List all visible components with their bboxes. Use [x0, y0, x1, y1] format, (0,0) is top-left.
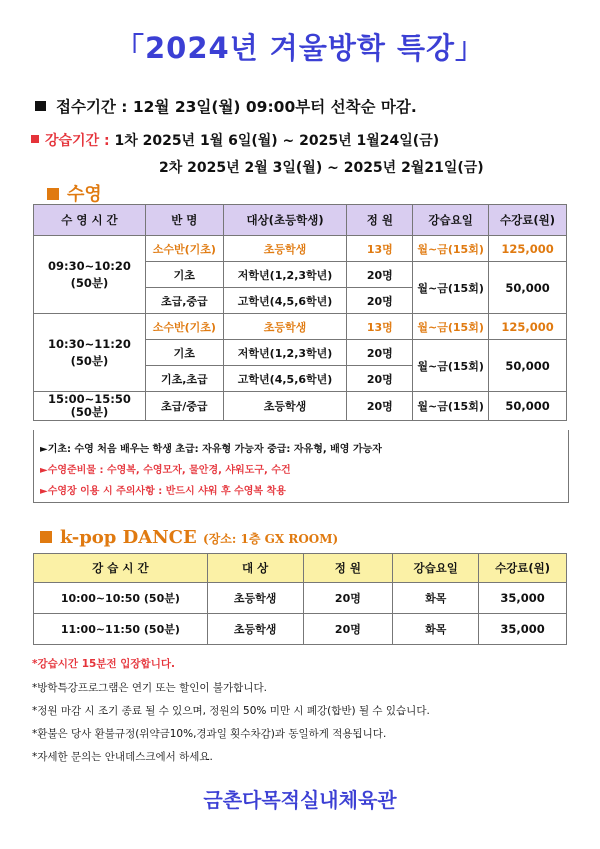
table-row: 09:30~10:20 (50분) 소수반(기초) 초등학생 13명 월~금(15회) 125,000: [34, 236, 567, 262]
bullet-icon: [31, 135, 39, 143]
table-row: 10:30~11:20 (50분) 소수반(기초) 초등학생 13명 월~금(15회) 125,000: [34, 314, 567, 340]
table-row: 기초,초급 고학년(4,5,6학년) 20명: [34, 366, 567, 392]
table-row: 기초 저학년(1,2,3학년) 20명 월~금(15회) 50,000: [34, 262, 567, 288]
registration-text: 접수기간 : 12월 23일(월) 09:00부터 선착순 마감.: [56, 98, 417, 116]
registration-line: [35, 95, 417, 117]
table-row: 11:00~11:50 (50분) 초등학생 20명 화목 35,000: [34, 614, 567, 645]
table-row: 초급,중급 고학년(4,5,6학년) 20명: [34, 288, 567, 314]
bullet-icon: [35, 101, 46, 111]
dance-section-heading: k-pop DANCE (장소: 1층 GX ROOM): [40, 527, 338, 548]
facility-name: 금촌다목적실내체육관: [203, 788, 397, 812]
square-bullet-icon: [40, 531, 52, 543]
table-row: 기초 저학년(1,2,3학년) 20명 월~금(15회) 50,000: [34, 340, 567, 366]
footnote: *강습시간 15분전 입장합니다.: [32, 658, 175, 670]
footnote: *정원 마감 시 조기 종료 될 수 있으며, 정원의 50% 미만 시 폐강(합반) 될 수 있습니다.: [32, 705, 430, 717]
swim-note: ►기초: 수영 처음 배우는 학생 초급: 자유형 가능자 중급: 자유형, 배영 가능자: [40, 444, 382, 455]
table-row: 15:00~15:50 (50분) 초급/중급 초등학생 20명 월~금(15회) 50,000: [34, 392, 567, 421]
footnote: *환불은 당사 환불규정(위약금10%,경과일 횟수차감)과 동일하게 적용됩니다.: [32, 728, 387, 740]
page-title: 「2024년 겨울방학 특강」: [114, 31, 485, 65]
footnote: *방학특강프로그램은 연기 또는 할인이 불가합니다.: [32, 682, 267, 694]
swim-section-heading: 수영: [47, 180, 102, 206]
period-label: 강습기간 :: [45, 133, 110, 149]
table-header-row: 수 영 시 간 반 명 대상(초등학생) 정 원 강습요일 수강료(원): [34, 205, 567, 236]
table-row: 10:00~10:50 (50분) 초등학생 20명 화목 35,000: [34, 583, 567, 614]
dance-place: (장소: 1층 GX ROOM): [203, 532, 339, 546]
swim-note: ►수영장 이용 시 주의사항 : 반드시 샤워 후 수영복 착용: [40, 486, 286, 497]
period-round1: 1차 2025년 1월 6일(월) ~ 2025년 1월24일(금): [114, 133, 440, 149]
swim-note: ►수영준비물 : 수영복, 수영모자, 물안경, 샤워도구, 수건: [40, 465, 291, 476]
table-header-row: 강 습 시 간 대 상 정 원 강습요일 수강료(원): [34, 554, 567, 583]
period-line: [31, 130, 439, 150]
footnote: *자세한 문의는 안내데스크에서 하세요.: [32, 751, 213, 763]
square-bullet-icon: [47, 188, 59, 200]
swim-table: [33, 204, 567, 421]
dance-table: [33, 553, 567, 645]
period-round2: 2차 2025년 2월 3일(월) ~ 2025년 2월21일(금): [159, 160, 484, 176]
